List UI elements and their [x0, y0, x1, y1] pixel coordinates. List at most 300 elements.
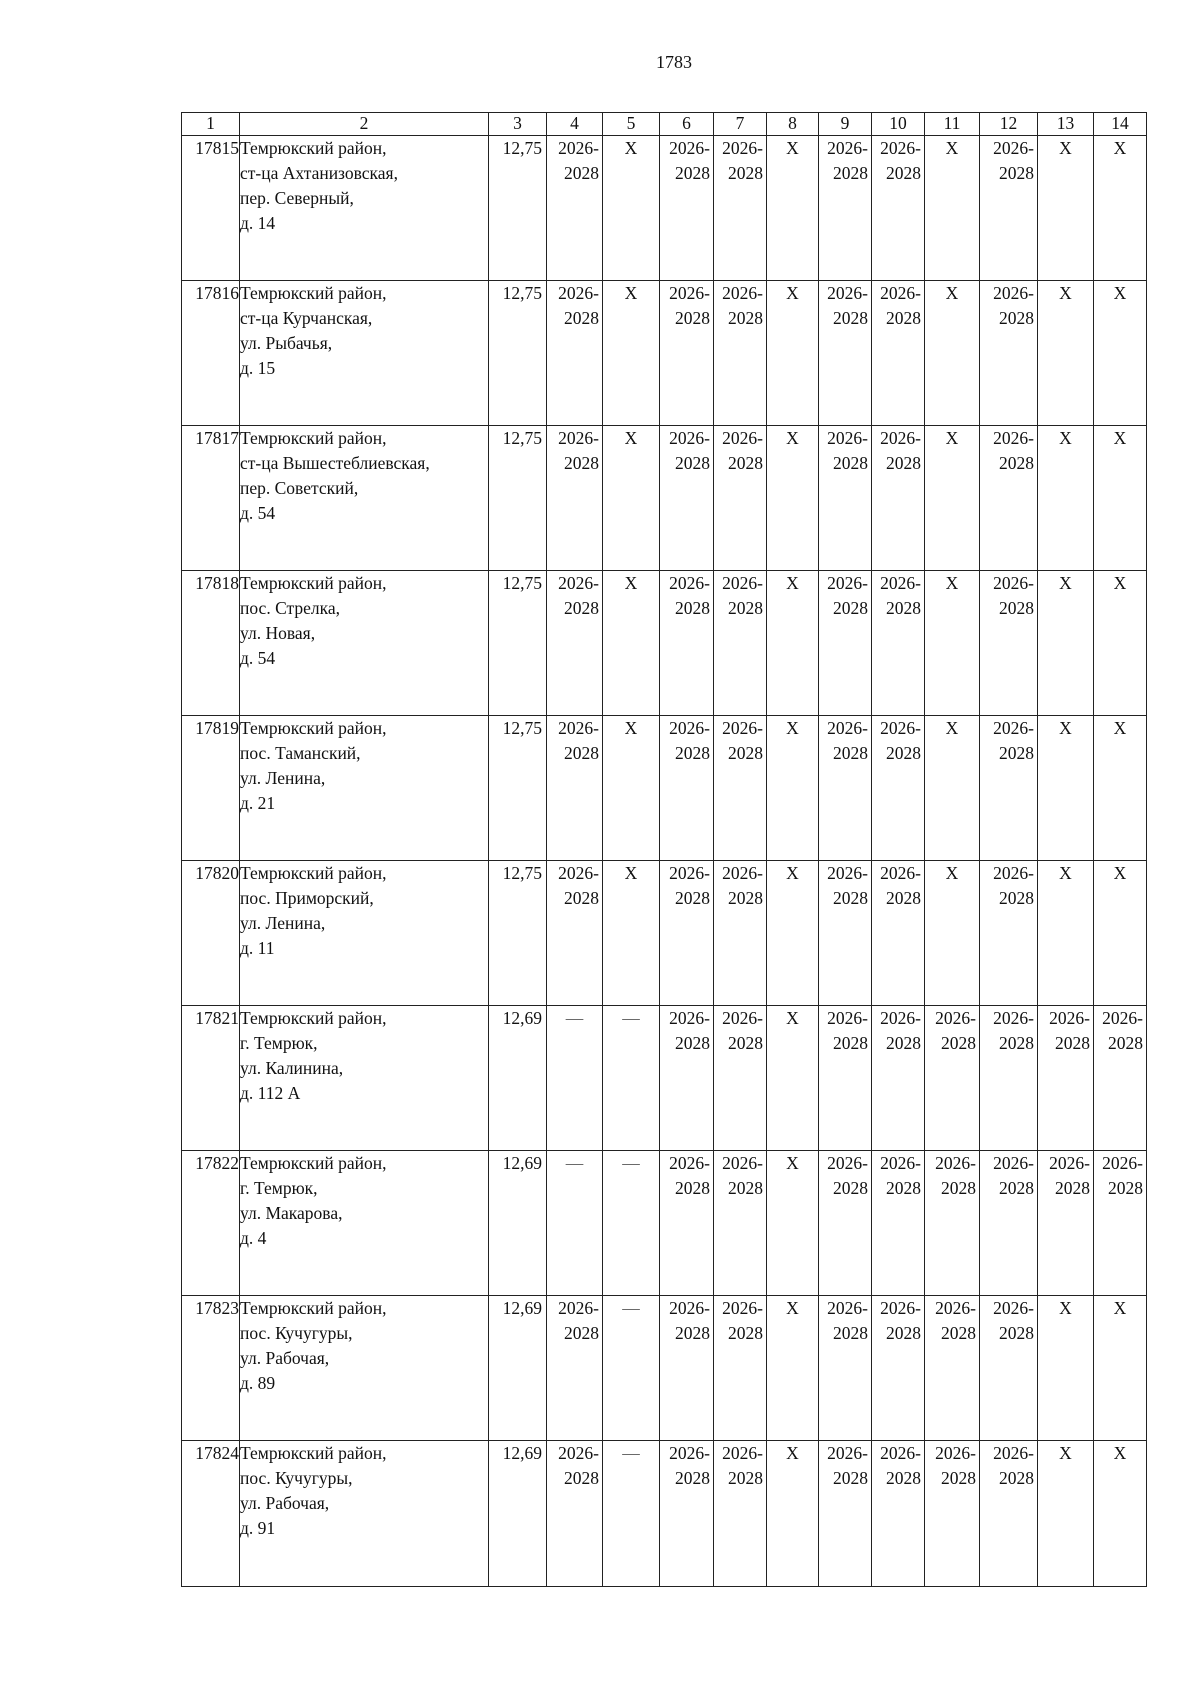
value-cell-col-5: [603, 1006, 660, 1151]
period-start: 2026-: [935, 1153, 976, 1173]
address-line: Темрюкский район,: [240, 1008, 387, 1028]
column-header-10: 10: [872, 113, 925, 136]
value-cell-col-7: [714, 861, 767, 1006]
value-cell-col-7: [714, 136, 767, 281]
column-header-13: 13: [1038, 113, 1094, 136]
value-cell-col-10: [872, 136, 925, 281]
period-start: 2026-: [827, 1298, 868, 1318]
period-end: 2028: [999, 743, 1034, 763]
period-start: 2026-: [558, 428, 599, 448]
period-start: 2026-: [993, 718, 1034, 738]
column-header-5: 5: [603, 113, 660, 136]
value-cell-col-9: [819, 861, 872, 1006]
row-number: 17816: [182, 281, 240, 426]
period-start: 2026-: [993, 863, 1034, 883]
value-cell-col-11: [925, 1441, 980, 1587]
table-row: [182, 426, 1147, 571]
value-cell-col-10: [872, 1296, 925, 1441]
column-header-2: 2: [240, 113, 489, 136]
value-cell-col-12: [980, 281, 1038, 426]
value-cell-col-8: X: [767, 1006, 819, 1151]
value-cell-col-13: X: [1038, 1441, 1094, 1587]
address-line: г. Темрюк,: [240, 1178, 318, 1198]
period-end: 2028: [833, 308, 868, 328]
period-end: 2028: [1055, 1033, 1090, 1053]
period-end: 2028: [999, 1468, 1034, 1488]
period-end: 2028: [941, 1178, 976, 1198]
column-header-8: 8: [767, 113, 819, 136]
period-start: 2026-: [669, 283, 710, 303]
value-cell-col-10: [872, 426, 925, 571]
column-header-9: 9: [819, 113, 872, 136]
period-start: 2026-: [722, 1008, 763, 1028]
row-number: 17818: [182, 571, 240, 716]
dash-mark: —: [622, 1443, 640, 1463]
row-number: 17823: [182, 1296, 240, 1441]
period-start: 2026-: [993, 283, 1034, 303]
period-end: 2028: [999, 1323, 1034, 1343]
value-cell-col-8: X: [767, 716, 819, 861]
value-cell-col-10: [872, 1006, 925, 1151]
period-end: 2028: [675, 308, 710, 328]
period-start: 2026-: [935, 1443, 976, 1463]
period-end: 2028: [728, 163, 763, 183]
value-cell-col-13: X: [1038, 861, 1094, 1006]
value-cell-col-14: X: [1094, 716, 1147, 861]
period-start: 2026-: [880, 1153, 921, 1173]
period-end: 2028: [941, 1468, 976, 1488]
rate-cell: 12,69: [489, 1296, 547, 1441]
period-end: 2028: [886, 1323, 921, 1343]
period-end: 2028: [999, 888, 1034, 908]
value-cell-col-7: [714, 1151, 767, 1296]
period-start: 2026-: [722, 1443, 763, 1463]
value-cell-col-4: [547, 1151, 603, 1296]
value-cell-col-9: [819, 136, 872, 281]
column-header-6: 6: [660, 113, 714, 136]
dash-mark: —: [622, 1298, 640, 1318]
period-start: 2026-: [722, 138, 763, 158]
value-cell-col-12: [980, 571, 1038, 716]
value-cell-col-9: [819, 1441, 872, 1587]
address-line: пос. Кучугуры,: [240, 1468, 353, 1488]
header-row: [182, 113, 1147, 136]
row-number: 17817: [182, 426, 240, 571]
value-cell-col-9: [819, 1151, 872, 1296]
value-cell-col-6: [660, 1441, 714, 1587]
period-end: 2028: [564, 163, 599, 183]
address-line: Темрюкский район,: [240, 1153, 387, 1173]
column-header-11: 11: [925, 113, 980, 136]
dash-mark: —: [565, 1008, 584, 1028]
period-start: 2026-: [935, 1008, 976, 1028]
period-start: 2026-: [880, 573, 921, 593]
value-cell-col-5: X: [603, 281, 660, 426]
period-end: 2028: [728, 1468, 763, 1488]
period-start: 2026-: [1102, 1153, 1143, 1173]
value-cell-col-12: [980, 1296, 1038, 1441]
period-end: 2028: [564, 308, 599, 328]
address-line: Темрюкский район,: [240, 283, 387, 303]
address-line: Темрюкский район,: [240, 573, 387, 593]
period-end: 2028: [1108, 1033, 1143, 1053]
value-cell-col-12: [980, 1006, 1038, 1151]
period-end: 2028: [833, 598, 868, 618]
column-header-12: 12: [980, 113, 1038, 136]
table-row: [182, 1151, 1147, 1296]
period-start: 2026-: [993, 138, 1034, 158]
value-cell-col-4: [547, 136, 603, 281]
period-start: 2026-: [558, 573, 599, 593]
period-end: 2028: [675, 1033, 710, 1053]
period-end: 2028: [833, 888, 868, 908]
period-end: 2028: [833, 453, 868, 473]
rate-cell: 12,75: [489, 571, 547, 716]
value-cell-col-7: [714, 1296, 767, 1441]
value-cell-col-9: [819, 1006, 872, 1151]
address-line: ул. Рабочая,: [240, 1348, 330, 1368]
address-line: д. 21: [240, 793, 276, 813]
period-end: 2028: [999, 1033, 1034, 1053]
value-cell-col-13: X: [1038, 426, 1094, 571]
period-end: 2028: [728, 308, 763, 328]
value-cell-col-11: X: [925, 426, 980, 571]
period-end: 2028: [564, 1468, 599, 1488]
value-cell-col-4: [547, 861, 603, 1006]
value-cell-col-4: [547, 1441, 603, 1587]
rate-cell: 12,69: [489, 1151, 547, 1296]
period-start: 2026-: [993, 1153, 1034, 1173]
value-cell-col-6: [660, 1006, 714, 1151]
value-cell-col-4: [547, 281, 603, 426]
value-cell-col-5: X: [603, 716, 660, 861]
period-end: 2028: [941, 1033, 976, 1053]
address-line: ст-ца Ахтанизовская,: [240, 163, 398, 183]
value-cell-col-10: [872, 281, 925, 426]
address-line: пос. Приморский,: [240, 888, 374, 908]
value-cell-col-5: [603, 1441, 660, 1587]
period-start: 2026-: [993, 428, 1034, 448]
page-number: 1783: [656, 52, 692, 72]
value-cell-col-9: [819, 426, 872, 571]
period-end: 2028: [886, 1468, 921, 1488]
address-line: пос. Стрелка,: [240, 598, 341, 618]
value-cell-col-7: [714, 716, 767, 861]
period-end: 2028: [886, 163, 921, 183]
value-cell-col-8: X: [767, 1151, 819, 1296]
period-start: 2026-: [669, 1443, 710, 1463]
rate-cell: 12,75: [489, 426, 547, 571]
value-cell-col-6: [660, 426, 714, 571]
value-cell-col-9: [819, 1296, 872, 1441]
period-start: 2026-: [722, 1153, 763, 1173]
period-end: 2028: [886, 1033, 921, 1053]
value-cell-col-5: [603, 1151, 660, 1296]
address-cell: [240, 281, 489, 426]
rate-cell: 12,75: [489, 861, 547, 1006]
period-end: 2028: [675, 163, 710, 183]
address-line: пер. Северный,: [240, 188, 354, 208]
value-cell-col-12: [980, 716, 1038, 861]
period-end: 2028: [728, 1323, 763, 1343]
period-end: 2028: [886, 743, 921, 763]
period-end: 2028: [675, 1178, 710, 1198]
period-start: 2026-: [827, 283, 868, 303]
address-line: ул. Рыбачья,: [240, 333, 333, 353]
period-end: 2028: [833, 163, 868, 183]
period-end: 2028: [675, 743, 710, 763]
value-cell-col-11: X: [925, 136, 980, 281]
period-start: 2026-: [1049, 1008, 1090, 1028]
table-row: [182, 861, 1147, 1006]
period-end: 2028: [999, 1178, 1034, 1198]
value-cell-col-13: [1038, 1006, 1094, 1151]
value-cell-col-14: [1094, 1006, 1147, 1151]
value-cell-col-6: [660, 1151, 714, 1296]
row-number: 17822: [182, 1151, 240, 1296]
column-header-1: 1: [182, 113, 240, 136]
address-line: ул. Новая,: [240, 623, 316, 643]
value-cell-col-6: [660, 861, 714, 1006]
period-end: 2028: [1055, 1178, 1090, 1198]
period-end: 2028: [833, 1323, 868, 1343]
value-cell-col-5: [603, 1296, 660, 1441]
rate-cell: 12,69: [489, 1441, 547, 1587]
value-cell-col-14: [1094, 1151, 1147, 1296]
row-number: 17824: [182, 1441, 240, 1587]
address-line: ст-ца Вышестеблиевская,: [240, 453, 430, 473]
value-cell-col-6: [660, 1296, 714, 1441]
value-cell-col-5: X: [603, 571, 660, 716]
value-cell-col-14: X: [1094, 426, 1147, 571]
period-start: 2026-: [558, 718, 599, 738]
address-line: ул. Ленина,: [240, 913, 326, 933]
address-line: д. 54: [240, 648, 276, 668]
period-start: 2026-: [669, 138, 710, 158]
period-start: 2026-: [880, 428, 921, 448]
period-start: 2026-: [722, 283, 763, 303]
period-start: 2026-: [669, 1008, 710, 1028]
period-end: 2028: [564, 888, 599, 908]
period-start: 2026-: [993, 1298, 1034, 1318]
period-start: 2026-: [827, 1443, 868, 1463]
address-cell: [240, 136, 489, 281]
period-start: 2026-: [827, 138, 868, 158]
value-cell-col-11: [925, 1296, 980, 1441]
period-start: 2026-: [993, 1443, 1034, 1463]
value-cell-col-12: [980, 426, 1038, 571]
address-line: д. 54: [240, 503, 276, 523]
period-start: 2026-: [993, 1008, 1034, 1028]
table-row: [182, 1441, 1147, 1587]
value-cell-col-7: [714, 1006, 767, 1151]
period-start: 2026-: [827, 573, 868, 593]
value-cell-col-11: X: [925, 861, 980, 1006]
period-end: 2028: [675, 1468, 710, 1488]
value-cell-col-6: [660, 571, 714, 716]
value-cell-col-14: X: [1094, 861, 1147, 1006]
row-number: 17821: [182, 1006, 240, 1151]
period-start: 2026-: [880, 1443, 921, 1463]
value-cell-col-11: [925, 1006, 980, 1151]
address-line: д. 4: [240, 1228, 267, 1248]
row-number: 17820: [182, 861, 240, 1006]
table-row: [182, 1296, 1147, 1441]
period-start: 2026-: [722, 428, 763, 448]
value-cell-col-8: X: [767, 281, 819, 426]
table-row: [182, 716, 1147, 861]
value-cell-col-13: X: [1038, 1296, 1094, 1441]
value-cell-col-14: X: [1094, 1441, 1147, 1587]
period-end: 2028: [728, 743, 763, 763]
period-start: 2026-: [880, 863, 921, 883]
value-cell-col-11: X: [925, 571, 980, 716]
rate-cell: 12,75: [489, 716, 547, 861]
period-end: 2028: [941, 1323, 976, 1343]
period-start: 2026-: [880, 1298, 921, 1318]
period-end: 2028: [886, 598, 921, 618]
value-cell-col-14: X: [1094, 281, 1147, 426]
address-line: Темрюкский район,: [240, 138, 387, 158]
value-cell-col-8: X: [767, 571, 819, 716]
rate-cell: 12,69: [489, 1006, 547, 1151]
period-start: 2026-: [722, 718, 763, 738]
period-end: 2028: [999, 163, 1034, 183]
period-end: 2028: [675, 598, 710, 618]
period-end: 2028: [728, 888, 763, 908]
period-start: 2026-: [669, 573, 710, 593]
column-header-7: 7: [714, 113, 767, 136]
period-start: 2026-: [827, 718, 868, 738]
value-cell-col-5: X: [603, 861, 660, 1006]
value-cell-col-14: X: [1094, 136, 1147, 281]
period-end: 2028: [728, 1033, 763, 1053]
period-start: 2026-: [827, 863, 868, 883]
address-line: д. 91: [240, 1518, 276, 1538]
address-line: Темрюкский район,: [240, 1443, 387, 1463]
table-row: [182, 571, 1147, 716]
value-cell-col-6: [660, 136, 714, 281]
address-cell: [240, 1006, 489, 1151]
period-end: 2028: [728, 453, 763, 473]
value-cell-col-7: [714, 281, 767, 426]
period-end: 2028: [833, 1178, 868, 1198]
value-cell-col-9: [819, 716, 872, 861]
period-start: 2026-: [827, 428, 868, 448]
period-start: 2026-: [669, 1298, 710, 1318]
value-cell-col-4: [547, 571, 603, 716]
address-line: д. 89: [240, 1373, 276, 1393]
column-header-3: 3: [489, 113, 547, 136]
dash-mark: —: [622, 1153, 640, 1173]
period-start: 2026-: [827, 1153, 868, 1173]
period-start: 2026-: [880, 1008, 921, 1028]
period-start: 2026-: [722, 573, 763, 593]
period-end: 2028: [886, 888, 921, 908]
period-end: 2028: [999, 308, 1034, 328]
period-end: 2028: [999, 598, 1034, 618]
address-line: пос. Кучугуры,: [240, 1323, 353, 1343]
value-cell-col-13: X: [1038, 281, 1094, 426]
value-cell-col-5: X: [603, 136, 660, 281]
address-cell: [240, 1296, 489, 1441]
address-cell: [240, 1151, 489, 1296]
value-cell-col-4: [547, 1006, 603, 1151]
value-cell-col-11: X: [925, 281, 980, 426]
period-start: 2026-: [1049, 1153, 1090, 1173]
period-end: 2028: [675, 888, 710, 908]
value-cell-col-13: X: [1038, 716, 1094, 861]
value-cell-col-8: X: [767, 1441, 819, 1587]
value-cell-col-12: [980, 136, 1038, 281]
address-line: ул. Ленина,: [240, 768, 326, 788]
address-cell: [240, 861, 489, 1006]
value-cell-col-12: [980, 1151, 1038, 1296]
period-end: 2028: [886, 308, 921, 328]
address-line: ул. Рабочая,: [240, 1493, 330, 1513]
address-cell: [240, 426, 489, 571]
value-cell-col-7: [714, 426, 767, 571]
column-header-4: 4: [547, 113, 603, 136]
value-cell-col-4: [547, 716, 603, 861]
period-start: 2026-: [669, 428, 710, 448]
value-cell-col-11: X: [925, 716, 980, 861]
period-start: 2026-: [558, 1298, 599, 1318]
period-start: 2026-: [558, 863, 599, 883]
period-end: 2028: [728, 598, 763, 618]
address-line: пос. Таманский,: [240, 743, 361, 763]
period-start: 2026-: [558, 138, 599, 158]
value-cell-col-7: [714, 1441, 767, 1587]
value-cell-col-10: [872, 1151, 925, 1296]
address-line: Темрюкский район,: [240, 428, 387, 448]
column-header-14: 14: [1094, 113, 1147, 136]
address-line: г. Темрюк,: [240, 1033, 318, 1053]
period-start: 2026-: [722, 863, 763, 883]
period-end: 2028: [833, 743, 868, 763]
address-line: ст-ца Курчанская,: [240, 308, 373, 328]
address-line: д. 15: [240, 358, 276, 378]
value-cell-col-13: X: [1038, 571, 1094, 716]
period-start: 2026-: [935, 1298, 976, 1318]
period-start: 2026-: [722, 1298, 763, 1318]
value-cell-col-4: [547, 1296, 603, 1441]
address-line: ул. Макарова,: [240, 1203, 343, 1223]
period-end: 2028: [886, 1178, 921, 1198]
value-cell-col-6: [660, 716, 714, 861]
value-cell-col-8: X: [767, 1296, 819, 1441]
value-cell-col-14: X: [1094, 1296, 1147, 1441]
period-start: 2026-: [558, 1443, 599, 1463]
value-cell-col-10: [872, 1441, 925, 1587]
address-line: д. 11: [240, 938, 275, 958]
period-end: 2028: [886, 453, 921, 473]
value-cell-col-13: [1038, 1151, 1094, 1296]
period-start: 2026-: [880, 718, 921, 738]
value-cell-col-8: X: [767, 861, 819, 1006]
table-row: [182, 281, 1147, 426]
period-start: 2026-: [558, 283, 599, 303]
period-start: 2026-: [669, 1153, 710, 1173]
value-cell-col-6: [660, 281, 714, 426]
address-line: ул. Калинина,: [240, 1058, 344, 1078]
value-cell-col-8: X: [767, 136, 819, 281]
value-cell-col-10: [872, 716, 925, 861]
table-row: [182, 1006, 1147, 1151]
address-line: Темрюкский район,: [240, 1298, 387, 1318]
table-header: [182, 113, 1147, 136]
period-end: 2028: [833, 1468, 868, 1488]
